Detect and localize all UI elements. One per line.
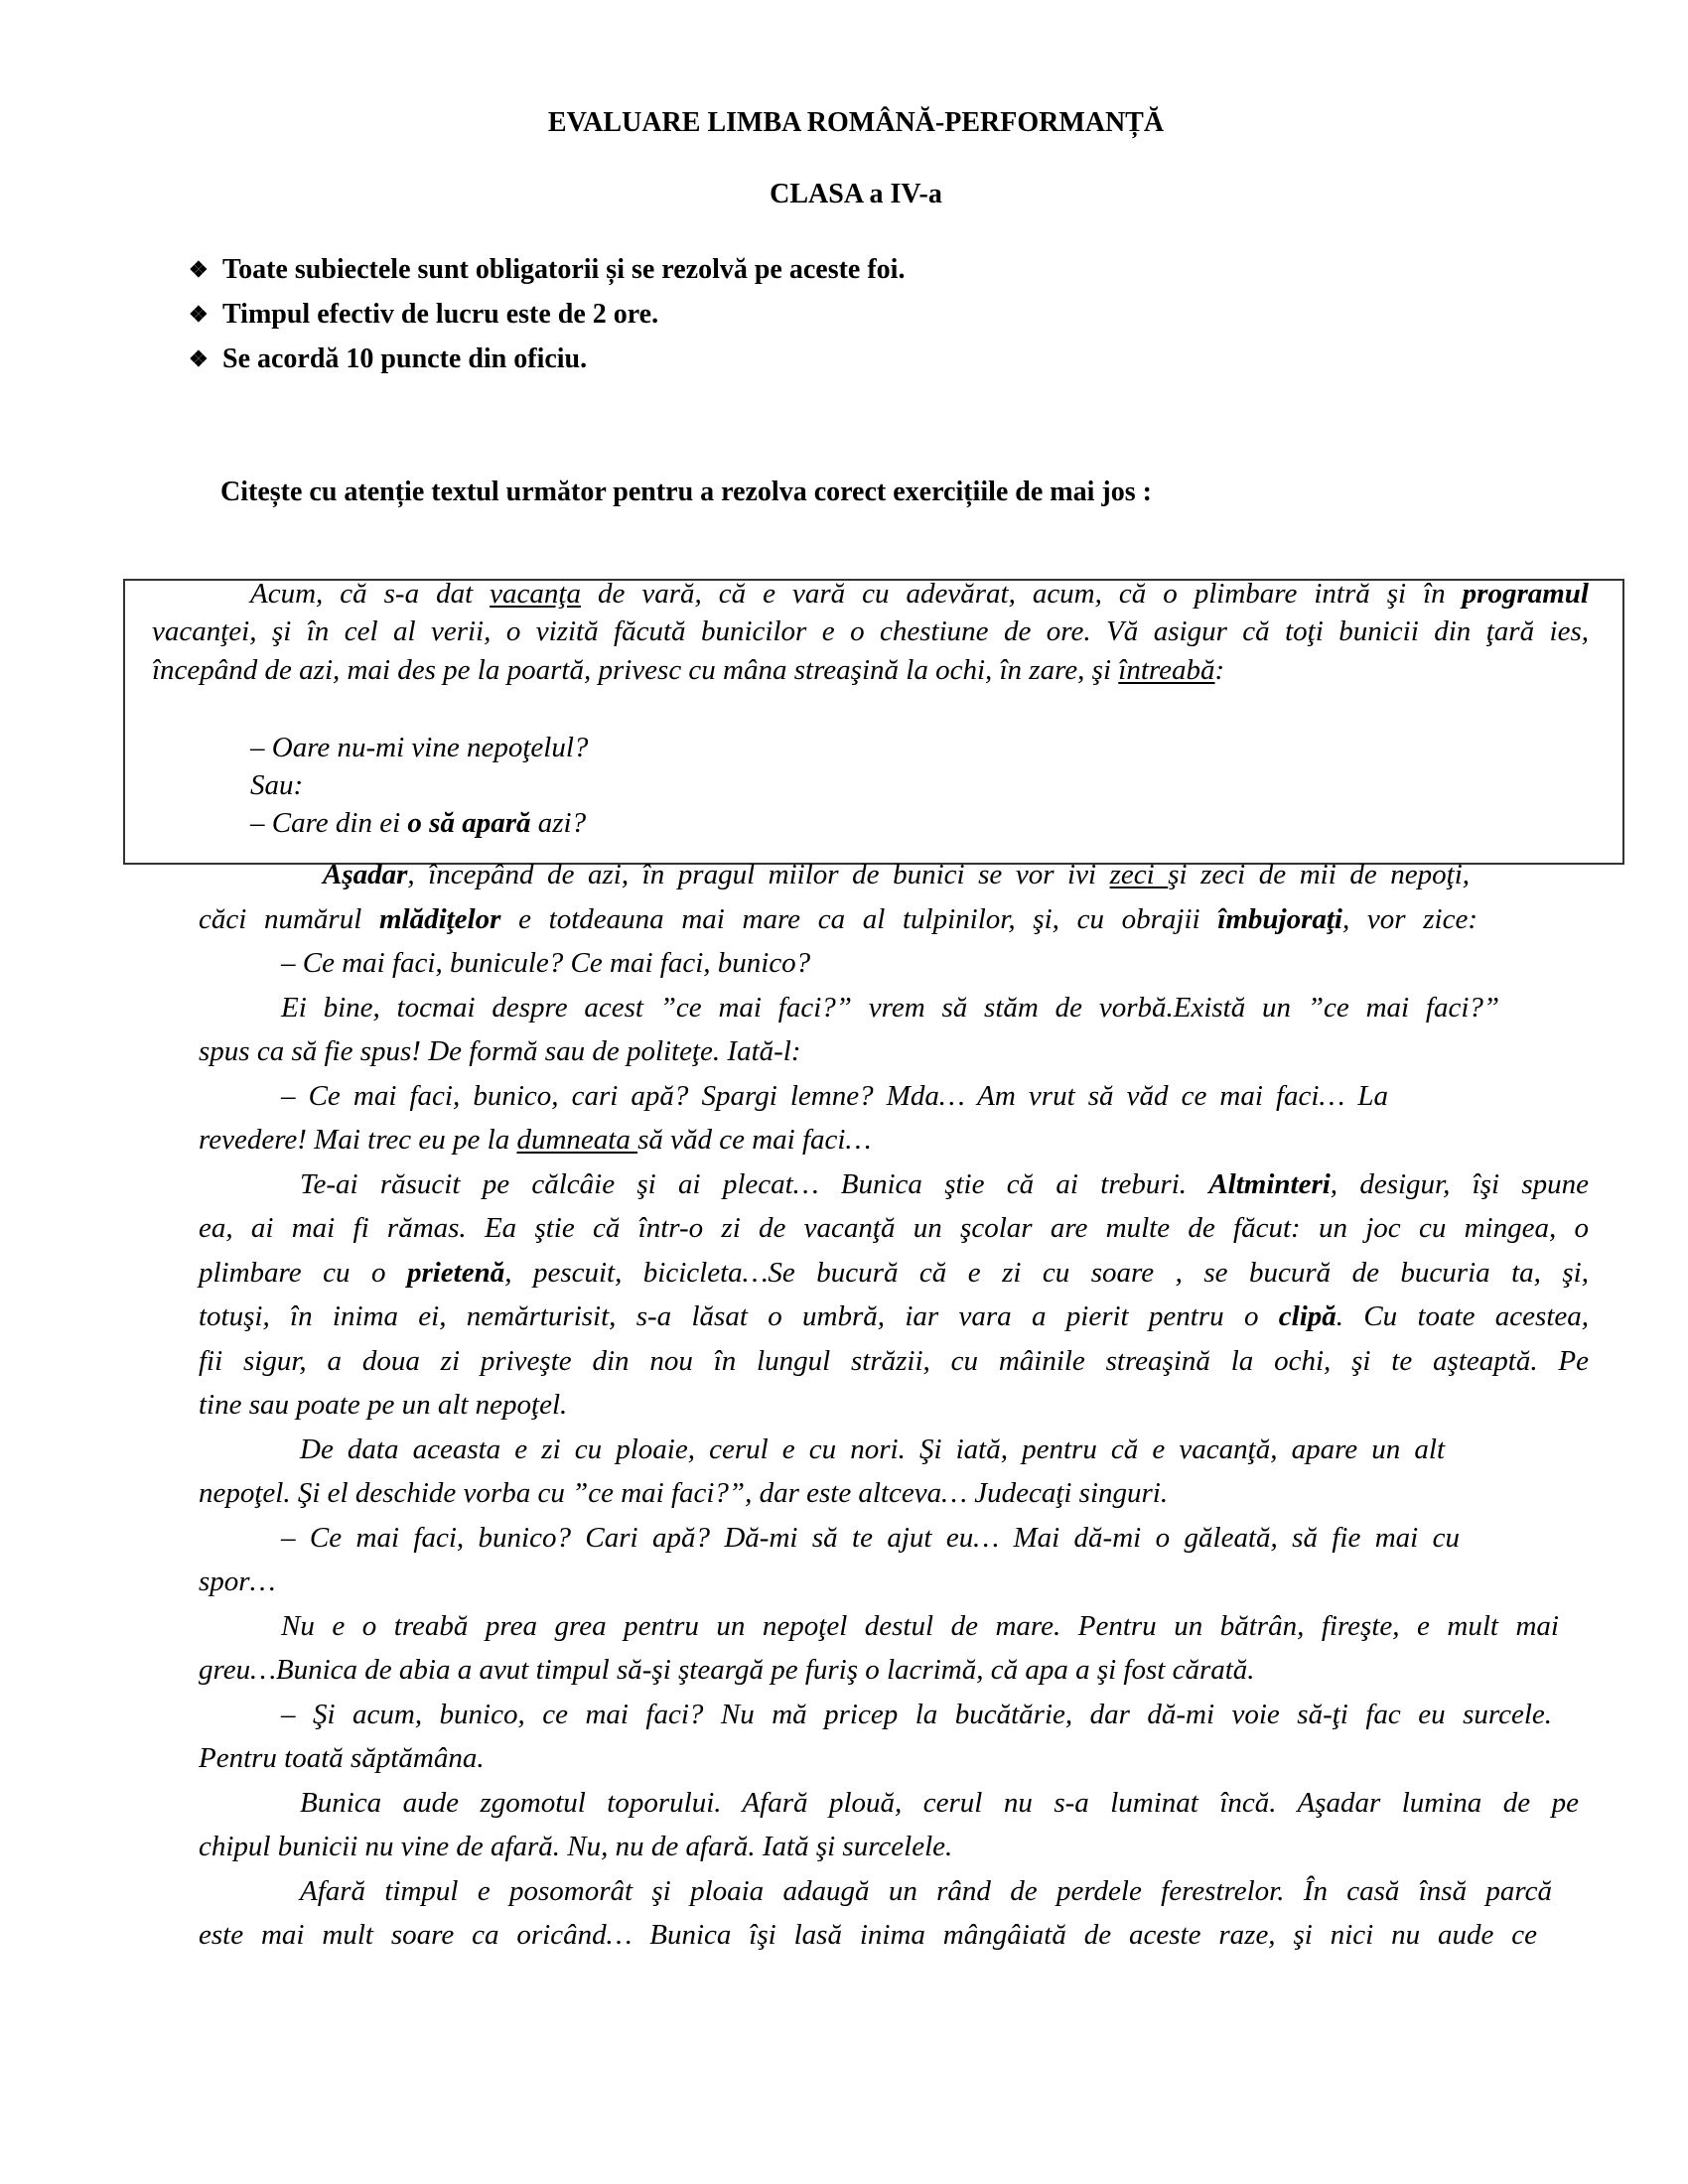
- story-line: [281, 945, 810, 981]
- text-span: Afară timpul e posomorât şi ploaia adaugă un rând de perdele ferestrelor. În casă însă parcă: [300, 1875, 1552, 1907]
- document-title: EVALUARE LIMBA ROMÂNĂ-PERFORMANȚĂ: [547, 107, 1165, 138]
- text-span: . Cu toate acestea,: [1336, 1300, 1589, 1332]
- story-line: [199, 1740, 485, 1776]
- text-span: – Ce mai faci, bunico? Cari apă? Dă-mi să te ajut eu… Mai dă-mi o găleată, să fie mai cu: [281, 1522, 1460, 1554]
- text-span: – Ce mai faci, bunicule? Ce mai faci, bunico?: [281, 947, 811, 979]
- story-line: [199, 1210, 1589, 1246]
- text-span: nepoţel. Şi el deschide vorba cu ”ce mai faci?”, dar este altceva… Judecaţi singuri.: [199, 1477, 1169, 1509]
- text-span: ea, ai mai fi rămas. Ea ştie că într-o zi de vacanţă un şcolar are multe de făcut: un joc cu mingea, o: [199, 1212, 1589, 1244]
- boxed-line: [250, 767, 303, 803]
- text-span: e totdeauna mai mare ca al tulpinilor, şi, cu obrajii: [500, 903, 1218, 935]
- text-span: azi?: [530, 807, 587, 839]
- story-line: [199, 1475, 1168, 1511]
- text-span: revedere! Mai trec eu pe la: [199, 1124, 517, 1156]
- text-span: – Şi acum, bunico, ce mai faci? Nu mă pricep la bucătărie, dar dă-mi voie să-ţi fac eu surcele.: [281, 1699, 1552, 1730]
- text-span: Te-ai răsucit pe călcâie şi ai plecat… Bunica ştie că ai treburi.: [300, 1168, 1209, 1200]
- boxed-line: [250, 576, 1589, 612]
- text-span: începând de azi, mai des pe la poartă, privesc cu mâna streaşină la ochi, în zare, şi: [152, 654, 1119, 686]
- story-line: [199, 901, 1477, 937]
- text-span: greu…Bunica de abia a avut timpul să-şi şteargă pe furiş o lacrimă, că apa a şi fost cărată.: [199, 1654, 1255, 1686]
- text-span: este mai mult soare ca oricând… Bunica îşi lasă inima mângâiată de aceste raze, şi nici nu aude ce: [199, 1919, 1537, 1951]
- bold-word: programul: [1462, 578, 1589, 610]
- story-line: [281, 1520, 1460, 1556]
- text-span: – Oare nu-mi vine nepoţelul?: [250, 732, 589, 763]
- text-span: spor…: [199, 1566, 276, 1597]
- text-span: , începând de azi, în pragul miilor de bunici se vor ivi: [407, 859, 1110, 890]
- bold-word: mlădiţelor: [378, 903, 501, 935]
- text-span: , vor zice:: [1341, 903, 1477, 935]
- text-span: Bunica aude zgomotul toporului. Afară plouă, cerul nu s-a luminat încă. Aşadar lumina de pe: [300, 1787, 1579, 1819]
- story-line: [300, 1785, 1579, 1821]
- text-span: fii sigur, a doua zi priveşte din nou în lungul străzii, cu mâinile streaşină la ochi, şi te aşteaptă. Pe: [199, 1345, 1589, 1377]
- reading-instruction: Citește cu atenție textul următor pentru a rezolva corect exercițiile de mai jos :: [220, 477, 1152, 507]
- rule-text: Timpul efectiv de lucru este de 2 ore.: [222, 299, 659, 330]
- bold-word: Aşadar: [323, 859, 408, 890]
- diamond-bullet-icon: ❖: [189, 257, 209, 282]
- story-line: [323, 857, 1470, 892]
- boxed-line: [152, 614, 1589, 649]
- text-span: vacanţei, şi în cel al verii, o vizită făcută bunicilor e o chestiune de ore. Vă asigur că toţi bunicii din ţară ies,: [152, 615, 1589, 647]
- text-span: totuşi, în inima ei, nemărturisit, s-a lăsat o umbră, iar vara a pierit pentru o: [199, 1300, 1279, 1332]
- story-line: [199, 1255, 1589, 1291]
- boxed-line: [250, 805, 586, 841]
- bold-word: îmbujoraţi: [1217, 903, 1342, 935]
- text-span: De data aceasta e zi cu ploaie, cerul e cu nori. Şi iată, pentru că e vacanţă, apare un alt: [300, 1433, 1445, 1465]
- story-line: [199, 1343, 1589, 1379]
- underlined-word: vacanţa: [490, 578, 581, 610]
- story-line: [199, 1033, 801, 1069]
- boxed-line: [250, 730, 588, 765]
- class-label: CLASA a IV-a: [770, 179, 942, 209]
- story-line: [281, 1697, 1552, 1732]
- text-span: să văd ce mai faci…: [637, 1124, 872, 1156]
- text-span: Sau:: [250, 769, 304, 801]
- text-span: tine sau poate pe un alt nepoţel.: [199, 1389, 568, 1421]
- diamond-bullet-icon: ❖: [189, 302, 209, 327]
- underlined-word: dumneata: [516, 1124, 638, 1156]
- text-span: căci numărul: [199, 903, 379, 935]
- text-span: Nu e o treabă prea grea pentru un nepoţel destul de mare. Pentru un bătrân, fireşte, e mult mai: [281, 1610, 1559, 1642]
- story-line: [199, 1917, 1537, 1953]
- text-span: – Ce mai faci, bunico, cari apă? Spargi lemne? Mda… Am vrut să văd ce mai faci… La: [281, 1080, 1388, 1112]
- bold-word: o să apară: [407, 807, 531, 839]
- rule-text: Toate subiectele sunt obligatorii și se rezolvă pe aceste foi.: [222, 254, 906, 285]
- story-line: [300, 1873, 1552, 1909]
- text-span: Ei bine, tocmai despre acest ”ce mai faci?” vrem să stăm de vorbă.Există un ”ce mai faci?”: [281, 992, 1499, 1024]
- rule-item: [189, 341, 587, 377]
- story-line: [281, 1608, 1559, 1644]
- story-line: [281, 990, 1499, 1025]
- story-line: [300, 1432, 1445, 1467]
- story-line: [300, 1166, 1589, 1202]
- text-span: plimbare cu o: [199, 1257, 407, 1289]
- story-line: [199, 1387, 567, 1423]
- underlined-word: zeci: [1109, 859, 1169, 890]
- rule-item: [189, 297, 658, 333]
- story-line: [199, 1298, 1589, 1334]
- text-span: – Care din ei: [250, 807, 408, 839]
- diamond-bullet-icon: ❖: [189, 346, 209, 371]
- story-line: [199, 1652, 1255, 1688]
- story-line: [281, 1078, 1388, 1114]
- text-span: , pescuit, bicicleta…Se bucură că e zi cu soare , se bucură de bucuria ta, şi,: [504, 1257, 1589, 1289]
- text-span: Pentru toată săptămâna.: [199, 1742, 485, 1774]
- story-line: [199, 1122, 871, 1158]
- text-span: spus ca să fie spus! De formă sau de politeţe. Iată-l:: [199, 1035, 801, 1067]
- bold-word: Altminteri: [1208, 1168, 1331, 1200]
- bold-word: clipă: [1278, 1300, 1336, 1332]
- underlined-word: întreabă: [1118, 654, 1215, 686]
- boxed-line: [152, 652, 1224, 688]
- text-span: Acum, că s-a dat: [250, 578, 491, 610]
- text-span: , desigur, îşi spune: [1330, 1168, 1590, 1200]
- text-span: de vară, că e vară cu adevărat, acum, că o plimbare intră şi în: [580, 578, 1463, 610]
- text-span: :: [1214, 654, 1225, 686]
- story-line: [199, 1829, 952, 1864]
- text-span: chipul bunicii nu vine de afară. Nu, nu de afară. Iată şi surcelele.: [199, 1831, 953, 1862]
- rule-item: [189, 252, 905, 288]
- rule-text: Se acordă 10 puncte din oficiu.: [222, 343, 588, 374]
- story-line: [199, 1564, 275, 1599]
- bold-word: prietenă: [406, 1257, 505, 1289]
- text-span: şi zeci de mii de nepoţi,: [1168, 859, 1471, 890]
